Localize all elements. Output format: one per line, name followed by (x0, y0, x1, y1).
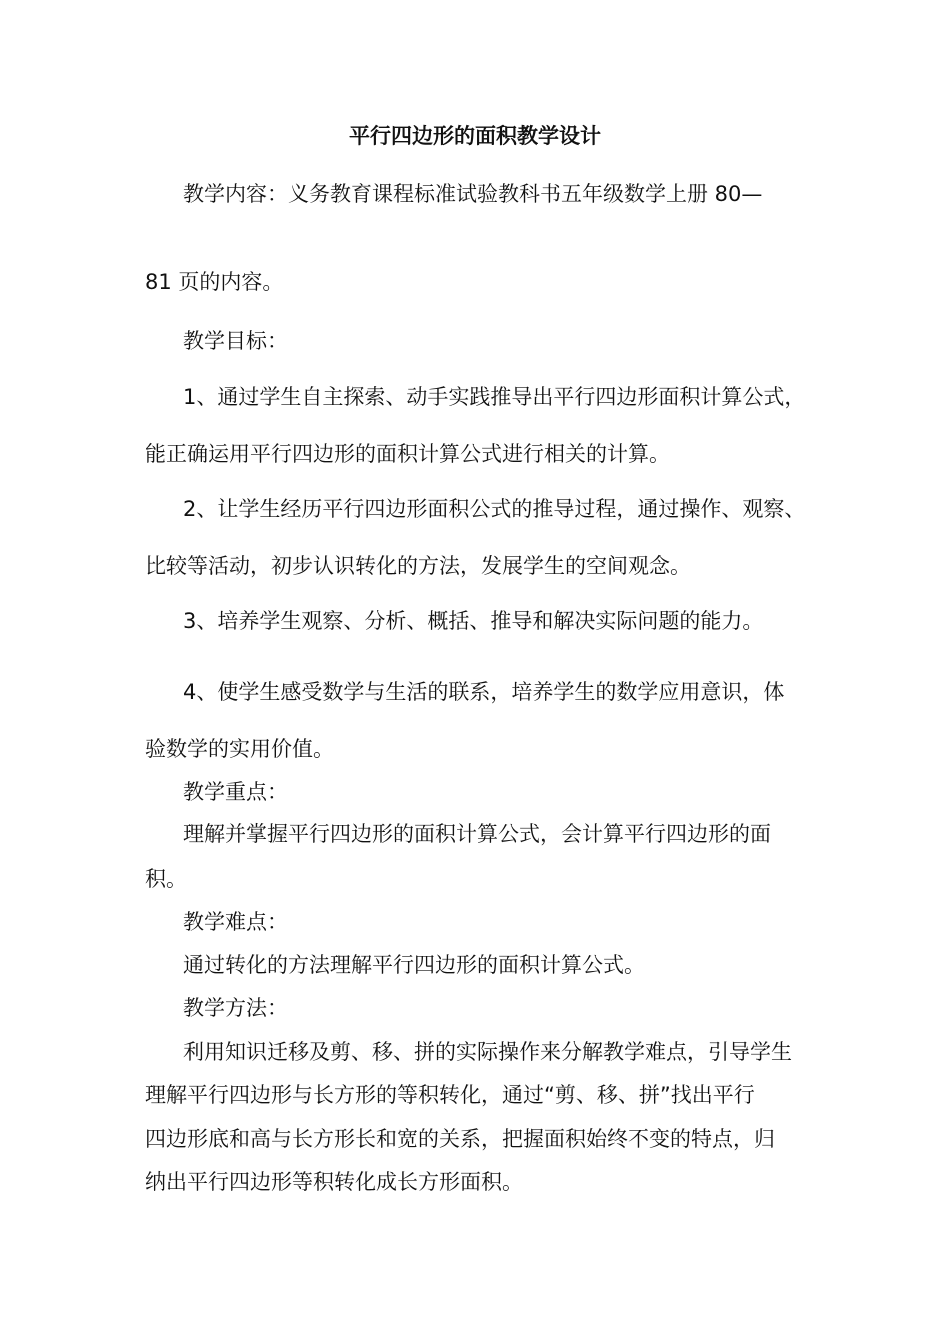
method-line-3: 四边形底和高与长方形长和宽的关系，把握面积始终不变的特点，归 (145, 1127, 775, 1151)
method-heading: 教学方法： (183, 996, 288, 1020)
teaching-content-line-1: 教学内容：义务教育课程标准试验教科书五年级数学上册 80— (183, 182, 763, 206)
objectives-heading: 教学目标： (183, 329, 288, 353)
key-point-line-1: 理解并掌握平行四边形的面积计算公式，会计算平行四边形的面 (183, 822, 771, 846)
document-title: 平行四边形的面积教学设计 (349, 124, 601, 148)
objective-1-line-1: 1、通过学生自主探索、动手实践推导出平行四边形面积计算公式， (183, 385, 806, 409)
method-line-1: 利用知识迁移及剪、移、拼的实际操作来分解教学难点，引导学生 (183, 1040, 792, 1064)
method-line-4: 纳出平行四边形等积转化成长方形面积。 (145, 1170, 523, 1194)
objective-4-line-1: 4、使学生感受数学与生活的联系，培养学生的数学应用意识，体 (183, 680, 785, 704)
objective-1-line-2: 能正确运用平行四边形的面积计算公式进行相关的计算。 (145, 442, 670, 466)
objective-3: 3、培养学生观察、分析、概括、推导和解决实际问题的能力。 (183, 609, 764, 633)
difficulty-text: 通过转化的方法理解平行四边形的面积计算公式。 (183, 953, 645, 977)
key-point-heading: 教学重点： (183, 780, 288, 804)
objective-2-line-1: 2、让学生经历平行四边形面积公式的推导过程，通过操作、观察、 (183, 497, 806, 521)
teaching-content-line-2: 81 页的内容。 (145, 270, 284, 294)
key-point-line-2: 积。 (145, 867, 187, 891)
method-line-2: 理解平行四边形与长方形的等积转化，通过“剪、移、拼”找出平行 (145, 1083, 755, 1107)
objective-4-line-2: 验数学的实用价值。 (145, 737, 334, 761)
objective-2-line-2: 比较等活动，初步认识转化的方法，发展学生的空间观念。 (145, 554, 691, 578)
difficulty-heading: 教学难点： (183, 910, 288, 934)
